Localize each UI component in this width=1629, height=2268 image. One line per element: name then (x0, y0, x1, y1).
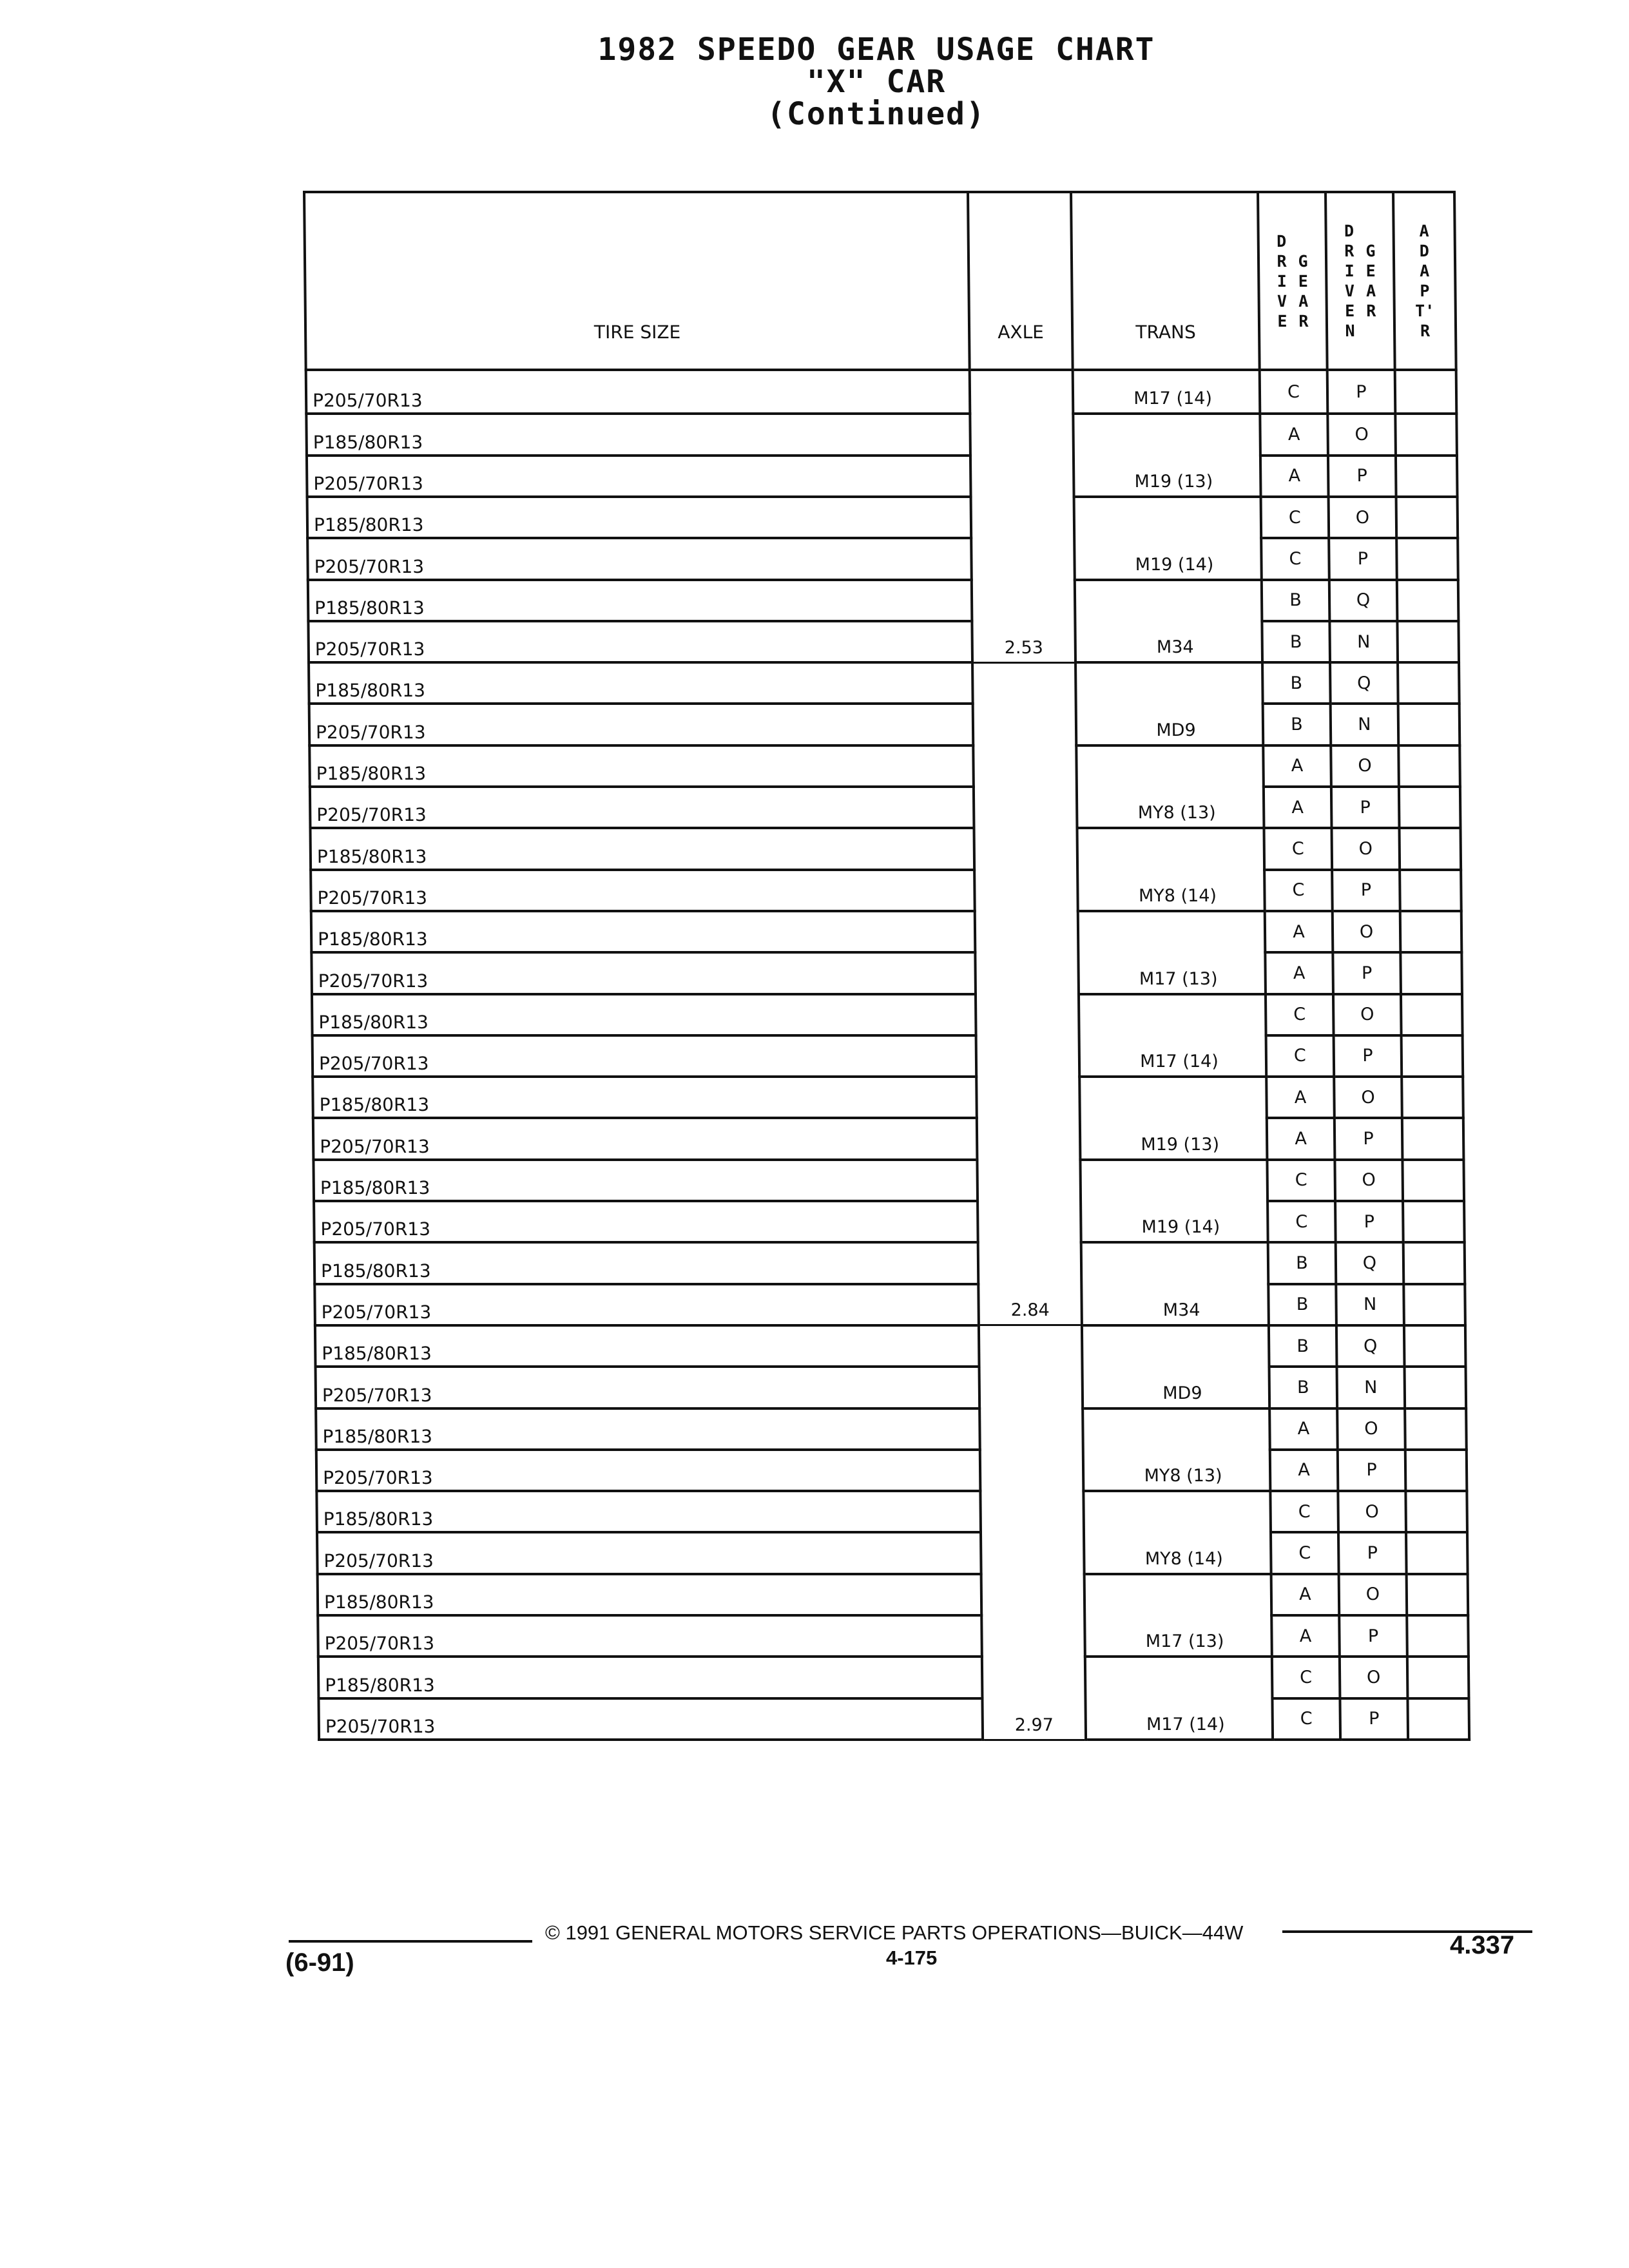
drive-gear-cell: C (1272, 1657, 1340, 1698)
trans-cell: MD9 (1075, 662, 1263, 745)
table-row (307, 538, 1458, 579)
axle-cell: 2.53 (970, 370, 1075, 662)
adapter-cell (1399, 828, 1461, 869)
header-letter: P (1420, 282, 1430, 300)
drive-gear-cell: A (1265, 952, 1333, 994)
header-drive-letters (1277, 231, 1287, 331)
table-row (316, 1367, 1467, 1408)
tire-size-cell: P205/70R13 (316, 1450, 981, 1491)
table-row (306, 414, 1457, 455)
tire-size-cell: P185/80R13 (313, 1077, 977, 1118)
axle-cell: 2.97 (979, 1325, 1086, 1740)
driven-gear-cell: O (1333, 994, 1402, 1035)
adapter-cell (1405, 1450, 1467, 1491)
footer-rule-left (289, 1940, 532, 1943)
drive-gear-cell: B (1262, 662, 1331, 704)
header-letter: T' (1415, 302, 1435, 320)
table-row (312, 994, 1463, 1035)
table-row (309, 704, 1460, 745)
adapter-cell (1405, 1408, 1467, 1450)
drive-gear-cell: C (1266, 1035, 1335, 1077)
driven-gear-cell: O (1335, 1160, 1403, 1201)
driven-gear-cell: O (1338, 1491, 1406, 1532)
header-letter: N (1345, 322, 1355, 340)
driven-gear-cell: P (1329, 538, 1397, 579)
drive-gear-cell: C (1261, 538, 1329, 579)
trans-cell: M34 (1081, 1242, 1269, 1325)
driven-gear-cell: O (1329, 497, 1397, 538)
drive-gear-cell: B (1269, 1367, 1338, 1408)
tire-size-cell: P205/70R13 (317, 1532, 981, 1573)
tire-size-cell: P205/70R13 (318, 1698, 983, 1740)
tire-size-cell: P205/70R13 (308, 621, 972, 662)
header-letter: D (1277, 231, 1287, 251)
header-axle: AXLE (968, 192, 1073, 370)
header-adapter (1393, 192, 1456, 370)
driven-gear-cell: P (1331, 787, 1400, 828)
tire-size-cell: P185/80R13 (310, 828, 974, 869)
table-row (318, 1574, 1469, 1615)
trans-cell: MY8 (14) (1083, 1491, 1271, 1574)
tire-size-cell: P205/70R13 (318, 1615, 982, 1657)
drive-gear-cell: C (1272, 1698, 1340, 1740)
tire-size-cell: P205/70R13 (316, 1367, 980, 1408)
table-row (313, 1160, 1464, 1201)
drive-gear-cell: A (1260, 414, 1328, 455)
table-row (306, 370, 1457, 414)
adapter-cell (1400, 911, 1462, 952)
driven-gear-cell: P (1335, 1118, 1403, 1159)
drive-gear-cell: A (1265, 911, 1333, 952)
adapter-cell (1397, 621, 1459, 662)
drive-gear-cell: A (1263, 745, 1331, 787)
table-row (315, 1325, 1466, 1367)
adapter-cell (1403, 1284, 1465, 1325)
table-row (313, 1035, 1463, 1077)
tire-size-cell: P185/80R13 (307, 497, 972, 538)
table-row (317, 1532, 1468, 1573)
tire-size-cell: P205/70R13 (306, 370, 970, 414)
trans-cell: M17 (13) (1078, 911, 1266, 994)
adapter-cell (1402, 1035, 1463, 1077)
adapter-cell (1405, 1367, 1467, 1408)
header-letter: R (1298, 311, 1309, 331)
trans-cell: MD9 (1082, 1325, 1269, 1408)
footer-page-number: 4.337 (1450, 1931, 1515, 1959)
driven-gear-cell: P (1327, 370, 1396, 414)
title-line-3: (Continued) (767, 96, 986, 132)
footer-date-code: (6-91) (285, 1948, 354, 1977)
drive-gear-cell: A (1271, 1615, 1340, 1657)
table-row (313, 1118, 1464, 1159)
table-row (316, 1491, 1467, 1532)
tire-size-cell: P205/70R13 (314, 1284, 979, 1325)
header-letter: I (1277, 271, 1287, 291)
driven-gear-cell: O (1333, 911, 1401, 952)
driven-gear-cell: P (1338, 1532, 1407, 1573)
drive-gear-cell: C (1267, 1160, 1335, 1201)
driven-gear-cell: P (1340, 1698, 1408, 1740)
adapter-cell (1403, 1201, 1465, 1242)
table-row (316, 1408, 1467, 1450)
trans-cell: M19 (14) (1074, 497, 1262, 580)
driven-gear-cell: O (1327, 414, 1396, 455)
header-letter: I (1344, 262, 1354, 280)
adapter-cell (1396, 456, 1458, 497)
adapter-cell (1404, 1325, 1466, 1367)
table-row (314, 1242, 1465, 1283)
tire-size-cell: P205/70R13 (310, 787, 974, 828)
header-driven-gear (1325, 192, 1395, 370)
trans-cell: MY8 (14) (1077, 828, 1264, 911)
adapter-cell (1406, 1532, 1468, 1573)
adapter-cell (1400, 952, 1462, 994)
driven-gear-cell: P (1338, 1450, 1406, 1491)
driven-gear-cell: O (1331, 828, 1400, 869)
driven-gear-cell: N (1329, 621, 1398, 662)
table-row (307, 456, 1458, 497)
drive-gear-cell: B (1269, 1325, 1337, 1367)
header-letter: R (1420, 322, 1431, 340)
drive-gear-cell: A (1260, 456, 1329, 497)
driven-gear-cell: P (1333, 952, 1401, 994)
trans-cell: M34 (1075, 580, 1262, 663)
header-driven-gear-letters (1365, 241, 1376, 341)
table-row (313, 1077, 1463, 1118)
table-row (311, 952, 1462, 994)
header-letter: R (1366, 302, 1376, 320)
table-row (311, 911, 1462, 952)
trans-cell: M17 (14) (1079, 994, 1266, 1077)
tire-size-cell: P185/80R13 (311, 911, 976, 952)
header-letter: A (1298, 291, 1309, 311)
drive-gear-cell: A (1270, 1450, 1338, 1491)
adapter-cell (1401, 994, 1463, 1035)
tire-size-cell: P185/80R13 (318, 1574, 982, 1615)
header-drive-gear (1258, 192, 1327, 370)
table-row (309, 662, 1460, 704)
trans-cell: M19 (13) (1073, 414, 1260, 497)
drive-gear-cell: B (1262, 580, 1330, 621)
drive-gear-cell: C (1260, 370, 1328, 414)
footer-copyright: © 1991 GENERAL MOTORS SERVICE PARTS OPERATIONS—BUICK—44W (545, 1921, 1244, 1944)
adapter-cell (1398, 745, 1460, 787)
header-tire-size: TIRE SIZE (304, 192, 970, 370)
adapter-cell (1402, 1118, 1464, 1159)
driven-gear-cell: N (1337, 1367, 1405, 1408)
driven-gear-cell: N (1336, 1284, 1404, 1325)
adapter-cell (1396, 497, 1458, 538)
page-title (535, 34, 1218, 130)
adapter-cell (1407, 1615, 1469, 1657)
header-letter: A (1365, 282, 1376, 300)
driven-gear-cell: P (1334, 1035, 1402, 1077)
driven-gear-cell: P (1339, 1615, 1407, 1657)
drive-gear-cell: C (1264, 828, 1332, 869)
drive-gear-cell: A (1269, 1408, 1338, 1450)
driven-gear-cell: N (1331, 704, 1399, 745)
driven-gear-cell: O (1331, 745, 1399, 787)
adapter-cell (1405, 1491, 1467, 1532)
adapter-cell (1402, 1160, 1464, 1201)
header-drive-gear-letters (1298, 251, 1308, 331)
drive-gear-cell: C (1264, 870, 1333, 911)
header-letter: E (1365, 262, 1376, 280)
header-letter: R (1277, 251, 1287, 271)
header-letter: D (1344, 222, 1354, 240)
table-row (318, 1698, 1469, 1740)
trans-cell: M19 (14) (1080, 1160, 1268, 1243)
tire-size-cell: P185/80R13 (306, 414, 970, 455)
adapter-cell (1395, 370, 1457, 414)
drive-gear-cell: C (1266, 994, 1334, 1035)
trans-cell: MY8 (13) (1076, 745, 1264, 829)
table-body (306, 370, 1469, 1740)
driven-gear-cell: P (1328, 456, 1396, 497)
driven-gear-cell: O (1337, 1408, 1405, 1450)
tire-size-cell: P205/70R13 (309, 704, 974, 745)
header-trans: TRANS (1071, 192, 1260, 370)
tire-size-cell: P185/80R13 (308, 580, 972, 621)
driven-gear-cell: Q (1336, 1242, 1404, 1283)
drive-gear-cell: A (1266, 1077, 1335, 1118)
tire-size-cell: P205/70R13 (307, 456, 971, 497)
header-letter: G (1365, 242, 1376, 260)
table-row (311, 870, 1461, 911)
table-row (307, 497, 1458, 538)
table-row (314, 1201, 1465, 1242)
driven-gear-cell: Q (1330, 662, 1398, 704)
axle-cell: 2.84 (972, 662, 1082, 1325)
trans-cell: M19 (13) (1079, 1077, 1267, 1160)
drive-gear-cell: B (1268, 1242, 1336, 1283)
adapter-cell (1397, 580, 1459, 621)
tire-size-cell: P205/70R13 (313, 1035, 977, 1077)
table-row (318, 1615, 1469, 1657)
header-letter: E (1298, 271, 1309, 291)
header-letter: R (1344, 242, 1354, 260)
drive-gear-cell: A (1264, 787, 1332, 828)
tire-size-cell: P185/80R13 (309, 745, 974, 787)
tire-size-cell: P185/80R13 (318, 1657, 983, 1698)
adapter-cell (1407, 1657, 1469, 1698)
adapter-cell (1407, 1574, 1469, 1615)
header-driven-letters (1344, 221, 1355, 341)
header-adapter-letters (1414, 221, 1435, 341)
trans-cell: M17 (14) (1085, 1657, 1273, 1740)
title-line-2: "X" CAR (806, 64, 947, 100)
tire-size-cell: P185/80R13 (312, 994, 976, 1035)
drive-gear-cell: B (1262, 621, 1330, 662)
trans-cell: MY8 (13) (1083, 1408, 1270, 1492)
adapter-cell (1396, 538, 1458, 579)
drive-gear-cell: C (1261, 497, 1329, 538)
header-letter: G (1298, 251, 1308, 271)
driven-gear-cell: O (1339, 1574, 1407, 1615)
drive-gear-cell: C (1270, 1491, 1338, 1532)
driven-gear-cell: P (1335, 1201, 1403, 1242)
drive-gear-cell: A (1271, 1574, 1340, 1615)
tire-size-cell: P185/80R13 (316, 1491, 981, 1532)
drive-gear-cell: C (1271, 1532, 1339, 1573)
adapter-cell (1400, 870, 1461, 911)
driven-gear-cell: Q (1336, 1325, 1405, 1367)
table-row (309, 745, 1460, 787)
tire-size-cell: P185/80R13 (313, 1160, 978, 1201)
tire-size-cell: P185/80R13 (314, 1242, 979, 1283)
drive-gear-cell: C (1268, 1201, 1336, 1242)
tire-size-cell: P205/70R13 (314, 1201, 978, 1242)
drive-gear-cell: B (1263, 704, 1331, 745)
adapter-cell (1403, 1242, 1465, 1283)
table-row (310, 787, 1461, 828)
trans-cell: M17 (13) (1084, 1574, 1272, 1657)
table-row (318, 1657, 1469, 1698)
adapter-cell (1398, 662, 1460, 704)
tire-size-cell: P205/70R13 (307, 538, 972, 579)
tire-size-cell: P205/70R13 (311, 870, 975, 911)
title-line-1: 1982 SPEEDO GEAR USAGE CHART (597, 32, 1155, 68)
adapter-cell (1407, 1698, 1469, 1740)
header-letter: V (1277, 291, 1287, 311)
adapter-cell (1399, 787, 1461, 828)
header-letter: D (1419, 242, 1430, 260)
tire-size-cell: P205/70R13 (313, 1118, 978, 1159)
table-row (308, 621, 1459, 662)
header-letter: A (1420, 262, 1430, 280)
tire-size-cell: P205/70R13 (311, 952, 976, 994)
table-row (310, 828, 1461, 869)
adapter-cell (1398, 704, 1460, 745)
driven-gear-cell: Q (1329, 580, 1398, 621)
driven-gear-cell: O (1340, 1657, 1408, 1698)
header-letter: V (1344, 282, 1355, 300)
speedo-gear-table (303, 191, 1470, 1741)
header-letter: E (1345, 302, 1355, 320)
header-letter: A (1419, 222, 1429, 240)
tire-size-cell: P185/80R13 (316, 1408, 980, 1450)
footer-page-center: 4-175 (886, 1946, 938, 1969)
adapter-cell (1402, 1077, 1463, 1118)
header-row (304, 192, 1456, 370)
table-row (316, 1450, 1467, 1491)
trans-cell: M17 (14) (1073, 370, 1260, 414)
tire-size-cell: P185/80R13 (309, 662, 973, 704)
table-row (314, 1284, 1465, 1325)
drive-gear-cell: A (1267, 1118, 1335, 1159)
driven-gear-cell: P (1332, 870, 1400, 911)
adapter-cell (1395, 414, 1457, 455)
table-row (308, 580, 1459, 621)
header-letter: E (1277, 311, 1287, 331)
driven-gear-cell: O (1334, 1077, 1402, 1118)
drive-gear-cell: B (1268, 1284, 1336, 1325)
tire-size-cell: P185/80R13 (315, 1325, 979, 1367)
